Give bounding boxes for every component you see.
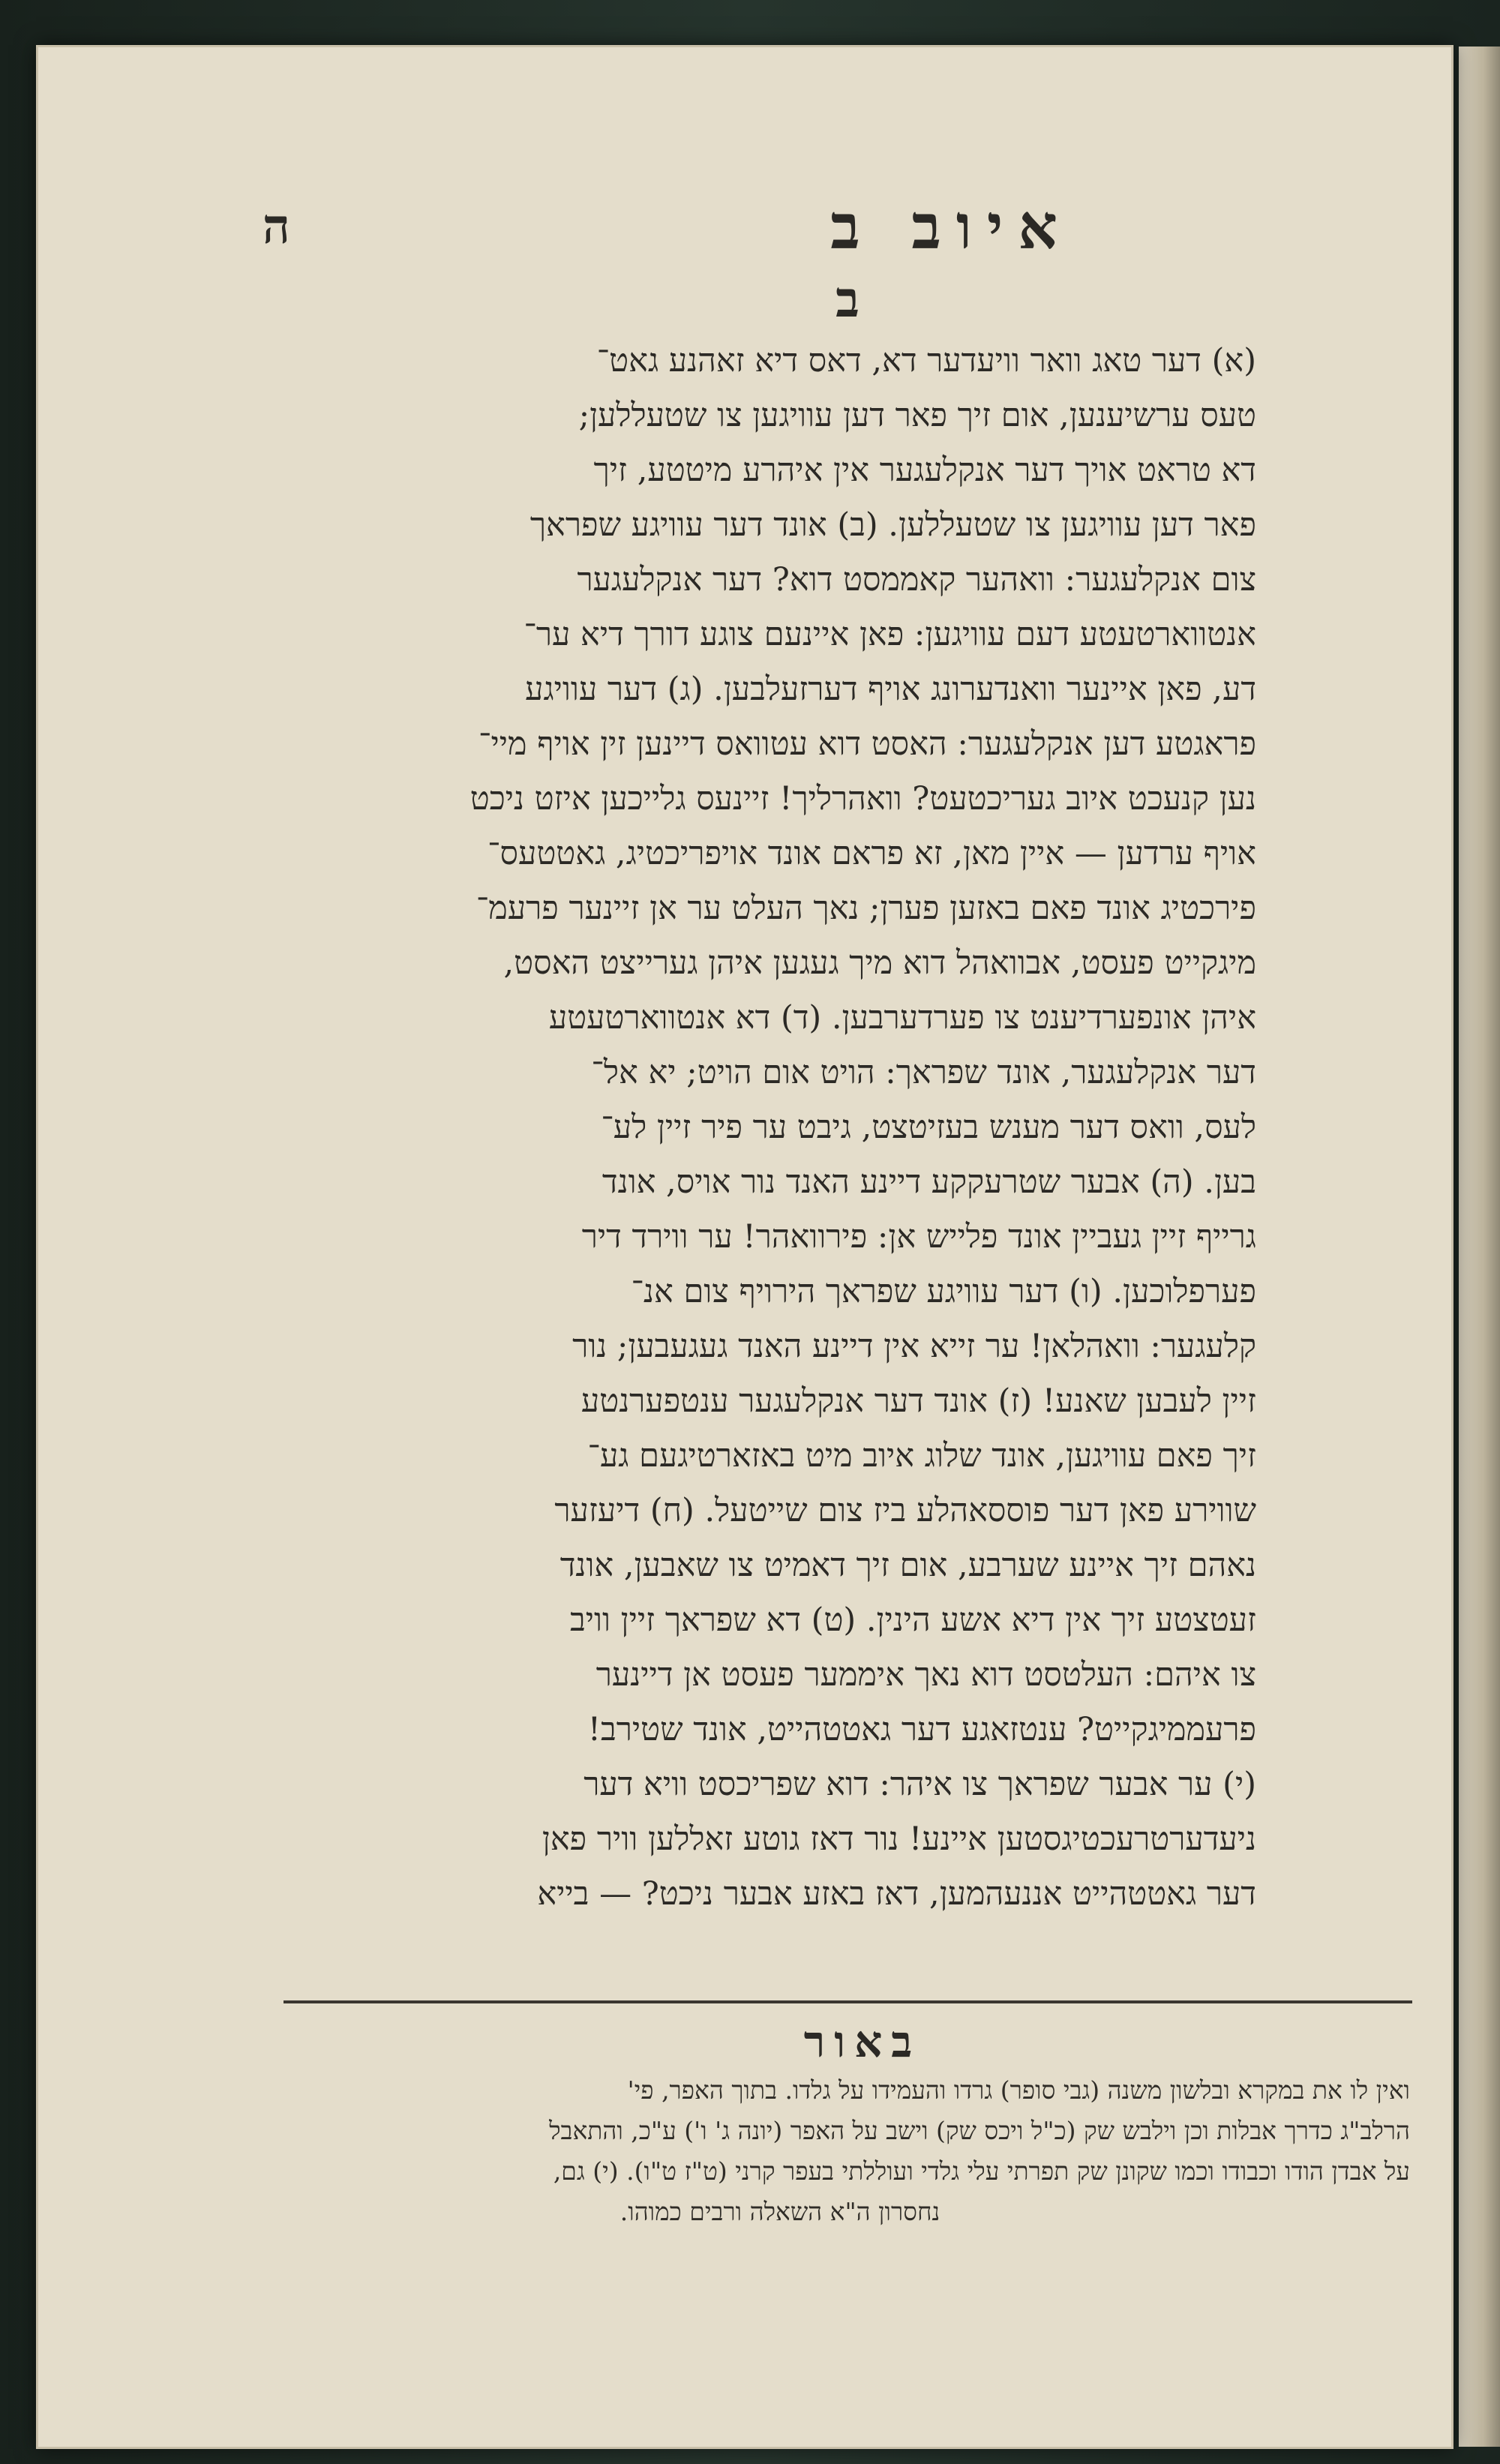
next-page-edge <box>1459 47 1500 2447</box>
text-line: זעטצטע זיך אין דיא אשע הינין. (ט) דא שפראך זיין וויב <box>569 1601 1256 1639</box>
text-line: איהן אונפערדיענט צו פערדערבען. (ד) דא אנטווארטעטע <box>548 999 1256 1037</box>
book-title: איוב ב <box>830 191 1072 263</box>
text-line: אנטווארטעטע דעם עוויגען: פאן איינעם צוגע דורך דיא ער־ <box>524 616 1256 653</box>
text-line: שווירע פאן דער פוססאהלע ביז צום שייטעל. (ח) דיעזער <box>554 1492 1256 1529</box>
text-line: דער גאטטהייט אננעהמען, דאז באזע אבער ניכט? — בייא <box>537 1875 1256 1913</box>
footnote-divider <box>284 2000 1412 2003</box>
text-line: קלעגער: וואהלאן! ער זייא אין דיינע האנד געגעבען; נור <box>572 1328 1256 1365</box>
text-line: פירכטיג אונד פאם באזען פערן; נאך העלט ער אן זיינער פרעמ־ <box>476 890 1256 927</box>
commentary-line: ואין לו את במקרא ובלשון משנה (גבי סופר) גרדו והעמידו על גלדו. בתוך האפר, פי' <box>627 2075 1410 2105</box>
chapter-number: ב <box>836 270 860 329</box>
text-line: (א) דער טאג וואר וויעדער דא, דאס דיא זאהנע גאט־ <box>596 342 1256 380</box>
text-line: (י) ער אבער שפראך צו איהר: דוא שפריכסט וויא דער <box>584 1766 1256 1803</box>
text-line: פערפלוכען. (ו) דער עוויגע שפראך הירויף צום אנ־ <box>631 1273 1256 1310</box>
commentary-title: באור <box>803 2016 922 2067</box>
commentary-text <box>285 2070 1410 2232</box>
commentary-line: נחסרון ה"א השאלה ורבים כמוהו. <box>620 2197 940 2226</box>
text-line: פראגטע דען אנקלעגער: האסט דוא עטוואס דיינען זין אויף מיי־ <box>478 725 1256 763</box>
text-line: גרייף זיין געביין אונד פלייש אן: פירוואהר! ער ווירד דיר <box>581 1218 1256 1256</box>
text-line: דע, פאן איינער וואנדערונג אויף דערזעלבען. (ג) דער עוויגע <box>525 671 1256 708</box>
text-line: דער אנקלעגער, אונד שפראך: הויט אום הויט; יא אל־ <box>591 1054 1256 1091</box>
text-line: פאר דען עוויגען צו שטעללען. (ב) אונד דער עוויגע שפראך <box>530 506 1256 544</box>
main-text <box>409 334 1256 1922</box>
text-line: דא טראט אויך דער אנקלעגער אין איהרע מיטטע, זיך <box>593 452 1256 489</box>
text-line: צו איהם: העלטסט דוא נאך איממער פעסט אן דיינער <box>596 1656 1256 1694</box>
text-line: לעס, וואס דער מענש בעזיטצט, גיבט ער פיר זיין לע־ <box>601 1109 1256 1146</box>
text-line: זיין לעבען שאנע! (ז) אונד דער אנקלעגער ענטפערנטע <box>580 1382 1256 1420</box>
text-line: נאהם זיך איינע שערבע, אום זיך דאמיט צו שאבען, אונד <box>560 1547 1256 1584</box>
text-line: מיגקייט פעסט, אבוואהל דוא מיך געגען איהן גערייצט האסט, <box>503 944 1256 982</box>
text-line: בען. (ה) אבער שטרעקקע דיינע האנד נור אויס, אונד <box>602 1163 1256 1201</box>
page-number: ה <box>262 199 290 255</box>
text-line: נען קנעכט איוב געריכטעט? וואהרליך! זיינעס גלייכען איזט ניכט <box>470 780 1256 818</box>
text-line: ניעדערטרעכטיגסטען איינע! נור דאז גוטע זאללען וויר פאן <box>542 1820 1256 1858</box>
text-line: אויף ערדען — איין מאן, זא פראם אונד אויפריכטיג, גאטטעס־ <box>488 835 1256 872</box>
commentary-line: הרלב"ג כדרך אבלות וכן וילבש שק (כ"ל ויכס שק) וישב על האפר (יונה ג' ו') ע"כ, והתאבל <box>549 2116 1410 2145</box>
text-line: צום אנקלעגער: וואהער קאממסט דוא? דער אנקלעגער <box>577 561 1256 599</box>
commentary-line: על אבדן הודו וכבודו וכמו שקונן שק תפרתי עלי גלדי ועוללתי בעפר קרני (ט"ז ט"ו). (י) גם, <box>553 2156 1410 2186</box>
running-header <box>248 191 1282 281</box>
text-line: זיך פאם עוויגען, אונד שלוג איוב מיט באזארטיגעם גע־ <box>587 1437 1256 1475</box>
text-line: טעס ערשיענען, אום זיך פאר דען עוויגען צו שטעללען; <box>578 397 1256 434</box>
text-line: פרעממיגקייט? ענטזאגע דער גאטטהייט, אונד שטירב! <box>587 1711 1256 1748</box>
